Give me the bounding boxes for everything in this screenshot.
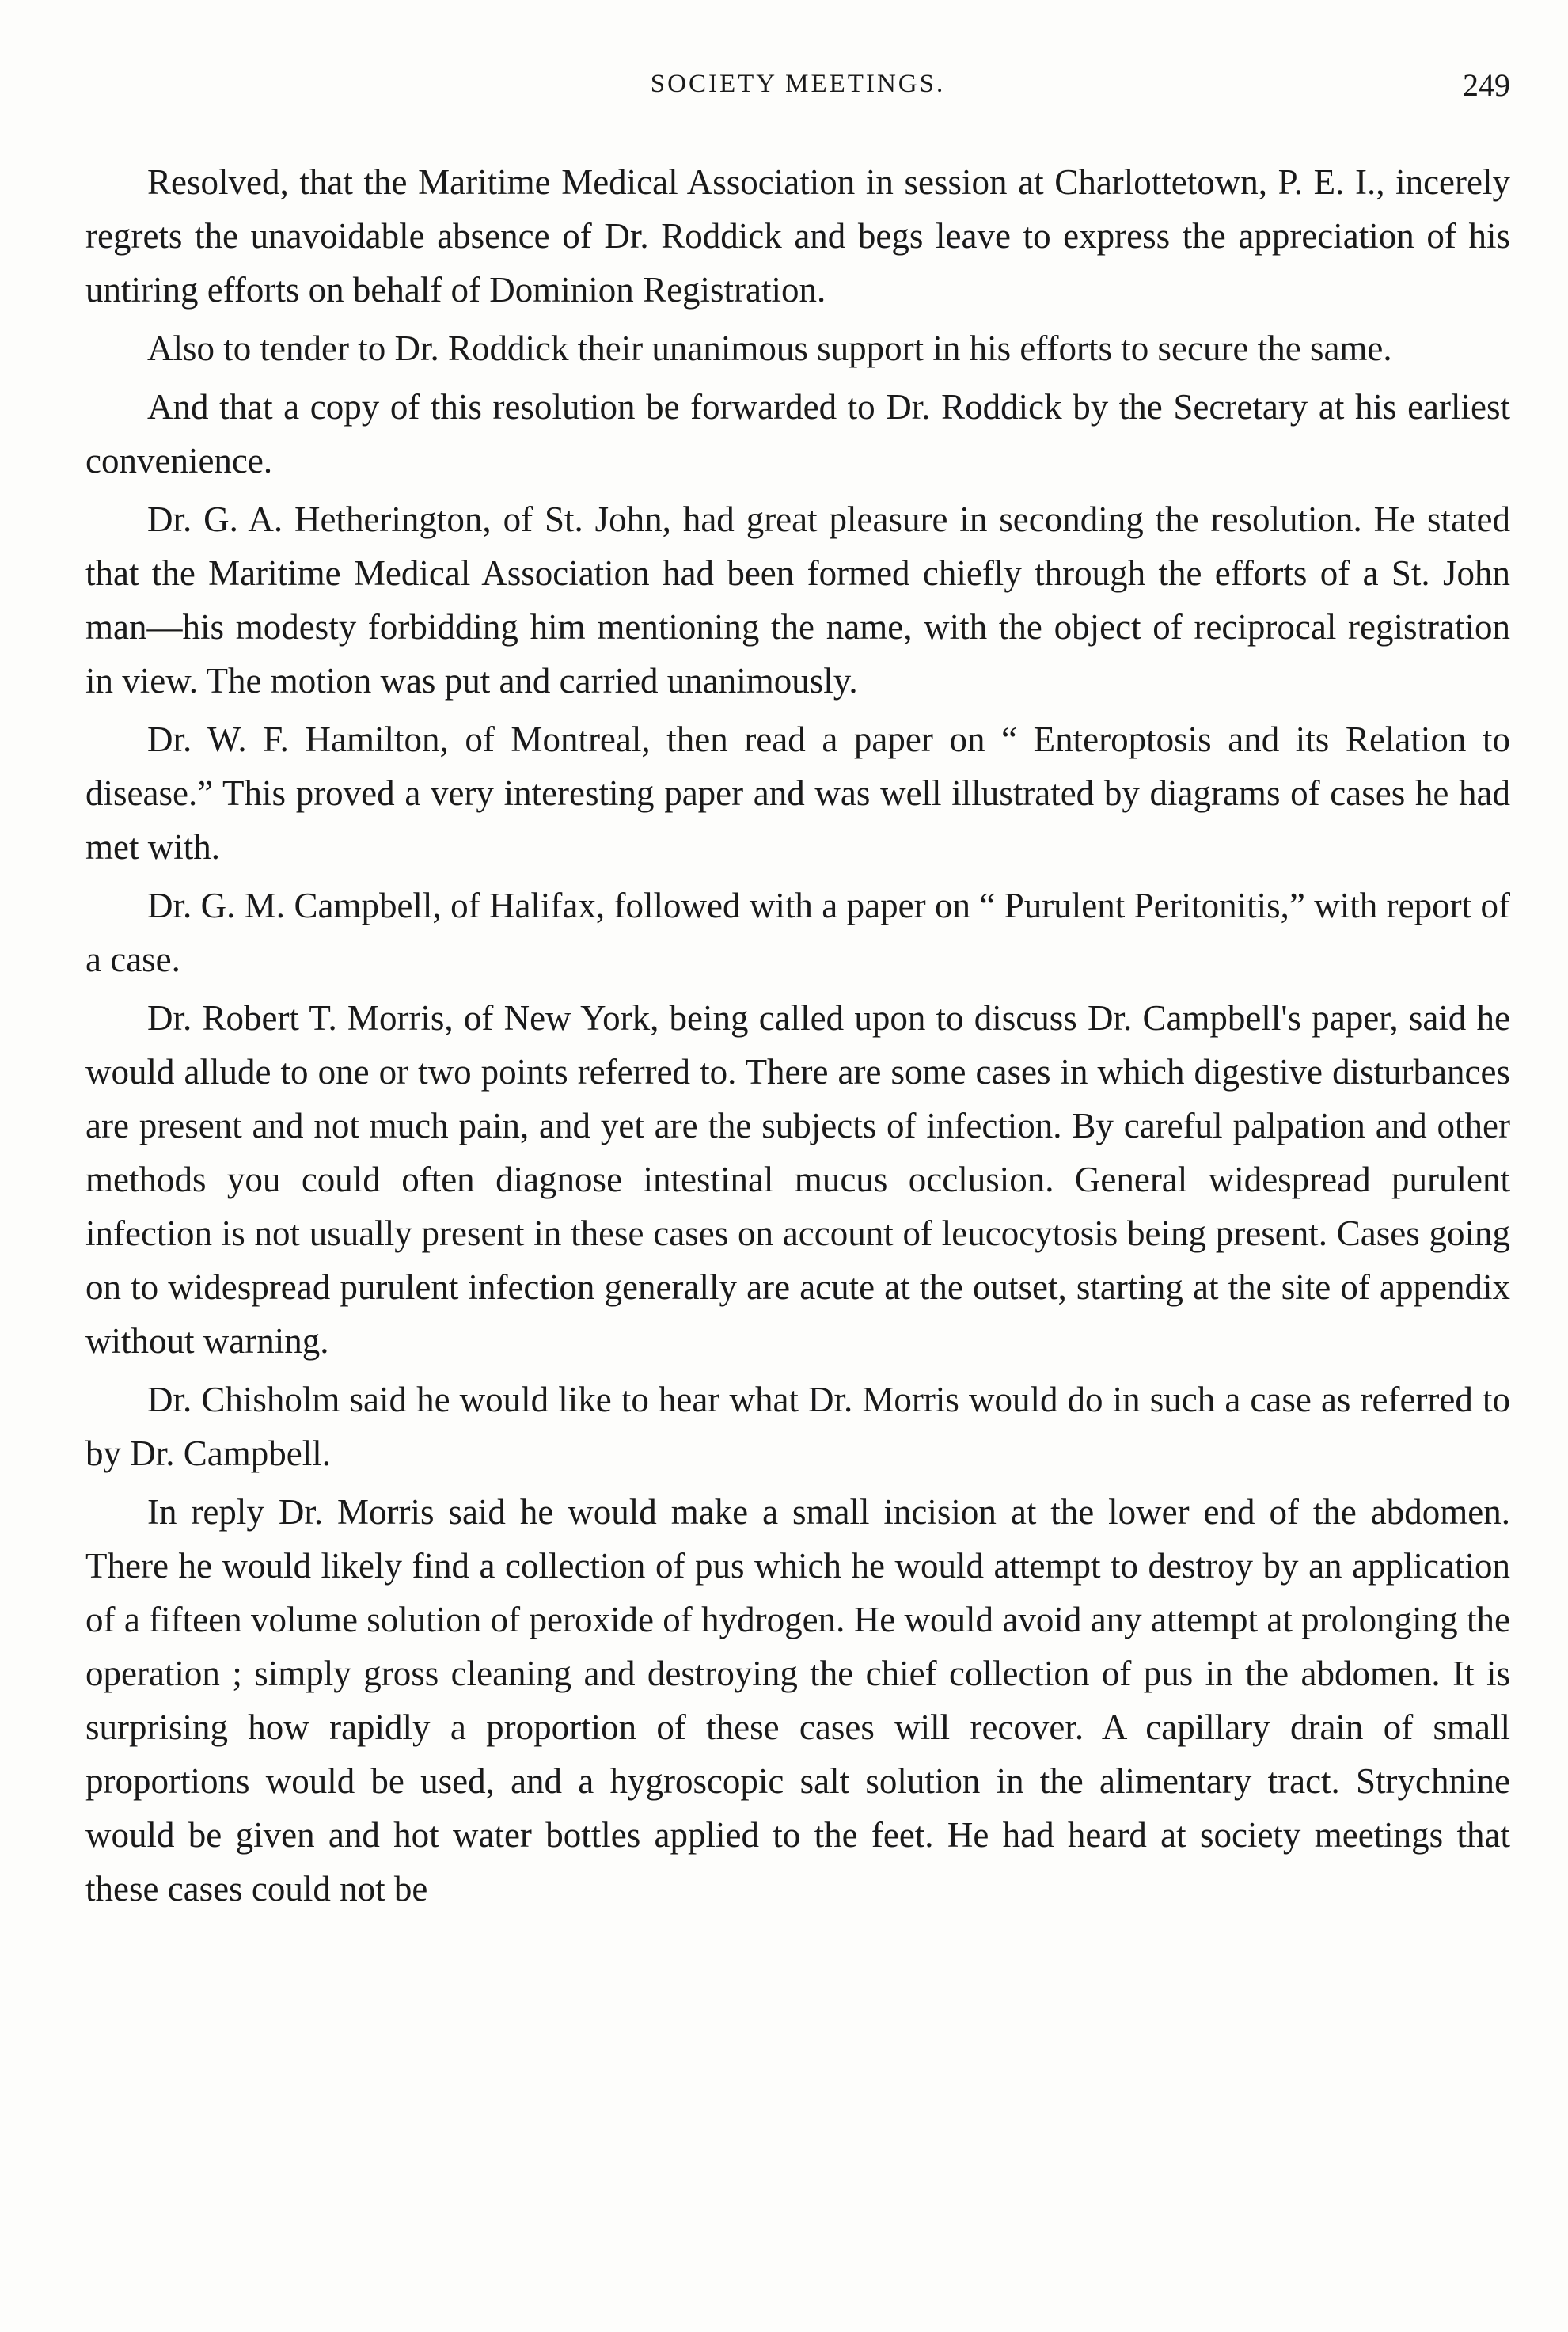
paragraph-hamilton: Dr. W. F. Hamilton, of Montreal, then read a paper on “ Enteroptosis and its Relation to disease.” This proved a very interesting paper and was well illustrated by diagrams of cases he had met with. — [85, 720, 1510, 867]
paragraph-hetherington: Dr. G. A. Hetherington, of St. John, had great pleasure in seconding the resolution. He stated that the Maritime Medical Association had been formed chiefly through the efforts of a St. John man—his modesty forbidding him mentioning the name, with the object of reciprocal registration in view. The motion was put and carried unanimously. — [85, 499, 1510, 701]
paragraph-morris-discussion: Dr. Robert T. Morris, of New York, being called upon to discuss Dr. Campbell's paper, said he would allude to one or two points referred to. There are some cases in which digestive disturbances are present and not much pain, and yet are the subjects of infection. By careful palpation and other methods you could often diagnose intestinal mucus occlusion. General widespread purulent infection is not usually present in these cases on account of leucocytosis being present. Cases going on to widespread purulent infection generally are acute at the outset, starting at the site of appendix without warning. — [85, 998, 1510, 1361]
paragraph-chisholm: Dr. Chisholm said he would like to hear what Dr. Morris would do in such a case as referred to by Dr. Campbell. — [85, 1380, 1510, 1473]
running-title: SOCIETY MEETINGS. — [650, 70, 946, 98]
body-text — [85, 155, 1510, 1920]
paragraph-copy-forwarded: And that a copy of this resolution be forwarded to Dr. Roddick by the Secretary at his earliest convenience. — [85, 387, 1510, 480]
paragraph-campbell: Dr. G. M. Campbell, of Halifax, followed with a paper on “ Purulent Peritonitis,” with report of a case. — [85, 886, 1510, 979]
page-number: 249 — [1463, 67, 1510, 103]
paragraph-morris-reply: In reply Dr. Morris said he would make a small incision at the lower end of the abdomen. There he would likely find a collection of pus which he would attempt to destroy by an application of a fifteen volume solution of peroxide of hydrogen. He would avoid any attempt at prolonging the operation ; simply gross cleaning and destroying the chief collection of pus in the abdomen. It is surprising how rapidly a proportion of these cases will recover. A capillary drain of small proportions would be used, and a hygroscopic salt solution in the alimentary tract. Strychnine would be given and hot water bottles applied to the feet. He had heard at society meetings that these cases could not be — [85, 1492, 1510, 1909]
running-head — [85, 67, 1510, 109]
paragraph-support: Also to tender to Dr. Roddick their unanimous support in his efforts to secure the same. — [147, 329, 1392, 368]
paragraph-resolution: Resolved, that the Maritime Medical Association in session at Charlottetown, P. E. I., incerely regrets the unavoidable absence of Dr. Roddick and begs leave to express the appreciation of his untiring efforts on behalf of Dominion Registration. — [85, 162, 1510, 310]
